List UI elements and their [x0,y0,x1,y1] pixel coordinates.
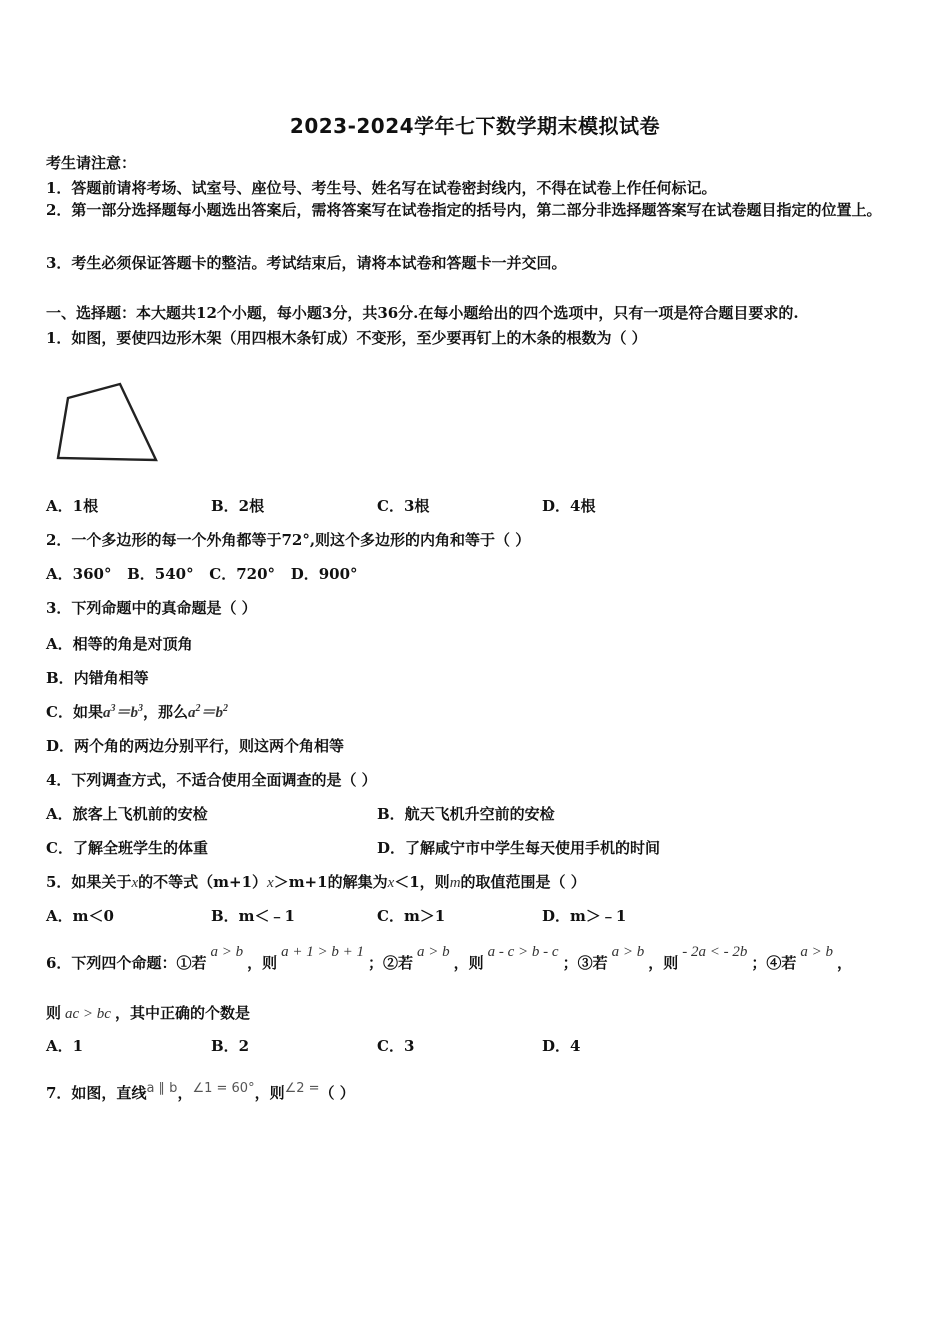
q5-option-b: B．m＜﹣1 [211,907,295,925]
notice-item-2: 2．第一部分选择题每小题选出答案后，需将答案写在试卷指定的括号内，第二部分非选择题答案写在试卷题目指定的位置上。 [46,201,882,219]
q1-option-a: A．1根 [46,497,99,515]
q6-stem-line2: 则 ac > bc ，其中正确的个数是 [46,1004,250,1022]
q1-option-b: B．2根 [211,497,265,515]
q5-option-a: A．m＜0 [46,907,114,925]
q4-option-b: B．航天飞机升空前的安检 [377,805,555,823]
quadrilateral-frame-figure [52,378,162,468]
q1-option-d: D．4根 [542,497,596,515]
q2-options: A．360° B．540° C．720° D．900° [46,565,358,583]
q3-option-c [46,701,228,722]
q6-option-b: B．2 [211,1037,250,1055]
q3-option-d: D．两个角的两边分别平行，则这两个角相等 [46,737,345,755]
q4-stem: 4．下列调查方式，不适合使用全面调查的是（ ） [46,771,377,789]
q3-c-mid: ，那么 [142,703,188,721]
q6-option-c: C．3 [377,1037,415,1055]
q6-option-a: A．1 [46,1037,84,1055]
q3-option-b: B．内错角相等 [46,669,149,687]
page-title: 2023-2024学年七下数学期末模拟试卷 [289,114,661,138]
q3-stem: 3．下列命题中的真命题是（ ） [46,599,257,617]
q5-stem: 5．如果关于x的不等式（m+1）x＞m+1的解集为x＜1，则m的取值范围是（ ） [46,873,586,891]
q4-option-c: C．了解全班学生的体重 [46,839,208,857]
q4-option-a: A．旅客上飞机前的安检 [46,805,208,823]
notice-item-3: 3．考生必须保证答题卡的整洁。考试结束后，请将本试卷和答题卡一并交回。 [46,254,567,272]
q6-option-d: D．4 [542,1037,581,1055]
q3-c-expr1: $a^3=b^3$ [102,703,143,721]
q7-stem: 7．如图，直线a ∥ b，∠1 = 60°，则∠2 =（ ） [46,1081,355,1102]
q6-stem: 6．下列四个命题：①若a > b，则a + 1 > b + 1；②若a > b，则a - c > b - c；③若a > b，则- 2a < - 2b；④若a > b， [46,944,852,972]
notice-heading: 考生请注意： [46,154,137,172]
q1-option-c: C．3根 [377,497,430,515]
q3-c-expr2: $a^2=b^2$ [187,703,228,721]
q1-stem: 1．如图，要使四边形木架（用四根木条钉成）不变形，至少要再钉上的木条的根数为（ ） [46,329,647,347]
q7-expr-angle2: ∠2 = [284,1081,320,1096]
q7-expr-angle1: ∠1 = 60° [192,1081,255,1096]
q3-option-a: A．相等的角是对顶角 [46,635,193,653]
section-heading: 一、选择题：本大题共12个小题，每小题3分，共36分.在每小题给出的四个选项中，只有一项是符合题目要求的. [46,304,799,322]
q4-option-d: D．了解咸宁市中学生每天使用手机的时间 [377,839,661,857]
q7-expr-parallel: a ∥ b [146,1081,178,1096]
q5-option-d: D．m＞﹣1 [542,907,627,925]
q3-c-prefix: C．如果 [46,703,103,721]
notice-item-1: 1．答题前请将考场、试室号、座位号、考生号、姓名写在试卷密封线内，不得在试卷上作任何标记。 [46,179,717,197]
q2-stem: 2．一个多边形的每一个外角都等于72°,则这个多边形的内角和等于（ ） [46,531,531,549]
q5-option-c: C．m＞1 [377,907,446,925]
